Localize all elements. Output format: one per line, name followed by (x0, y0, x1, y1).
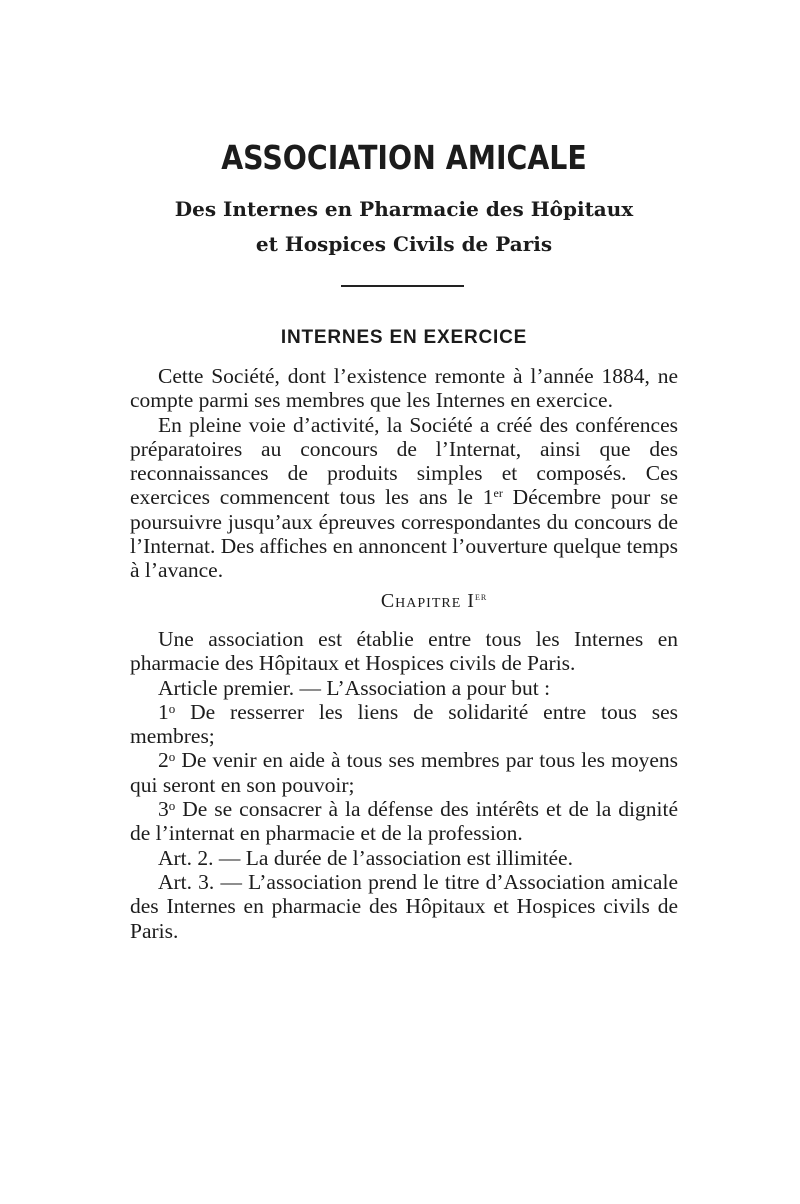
document-page (130, 0, 680, 1204)
chapter-heading (130, 589, 678, 613)
article-2: Art. 2. — La durée de l’association est illimitée. (158, 845, 573, 870)
article-item-1 (130, 700, 678, 749)
section-heading: INTERNES EN EXERCICE (280, 327, 528, 348)
subtitle-line-1: Des Internes en Pharmacie des Hôpitaux (174, 197, 634, 221)
item-text: De resserrer les liens de solidarité entre tous ses membres; (130, 699, 678, 749)
ordinal-superscript: er (493, 486, 503, 501)
article-item-3 (130, 797, 678, 846)
paragraph-activity-part2: Décembre pour se poursuivre jusqu’aux épreuves correspondantes du concours de l’Internat. Des affiches en annoncent l’ouverture quelque temps à l’avance. (130, 485, 678, 583)
chapter-superscript: er (474, 588, 488, 603)
ordinal-mark: o (168, 749, 176, 765)
item-number: 2 (158, 748, 169, 773)
ordinal-mark: o (168, 700, 176, 716)
article-3: Art. 3. — L’association prend le titre d’Association amicale des Internes en pharmacie des Hôpitaux et Hospices civils de Paris. (130, 869, 678, 943)
page-title: ASSOCIATION AMICALE (221, 138, 587, 177)
divider (341, 285, 464, 287)
item-number: 1 (158, 699, 169, 724)
body-text (130, 364, 678, 943)
paragraph-history: Cette Société, dont l’existence remonte à l’année 1884, ne compte parmi ses membres que les Internes en exercice. (130, 364, 678, 413)
item-number: 3 (158, 797, 169, 822)
paragraph-activity (130, 413, 678, 583)
chapter-label: Chapitre I (380, 589, 475, 612)
article-first: Article premier. — L’Association a pour but : (158, 675, 551, 700)
item-text: De venir en aide à tous ses membres par tous les moyens qui seront en son pouvoir; (130, 748, 678, 797)
ordinal-mark: o (168, 798, 176, 814)
item-text: De se consacrer à la défense des intérêts et de la dignité de l’internat en pharmacie et de la profession. (130, 797, 678, 846)
article-item-2 (130, 748, 678, 797)
paragraph-activity-part1: En pleine voie d’activité, la Société a créé des conférences préparatoires au concours de l’Internat, ainsi que des reconnaissances de produits simples et composés. Ces exercices commencent tous les ans le 1 (130, 412, 678, 510)
subtitle-line-2: et Hospices Civils de Paris (255, 232, 553, 256)
paragraph-intro: Une association est établie entre tous les Internes en pharmacie des Hôpitaux et Hospices civils de Paris. (130, 626, 678, 676)
